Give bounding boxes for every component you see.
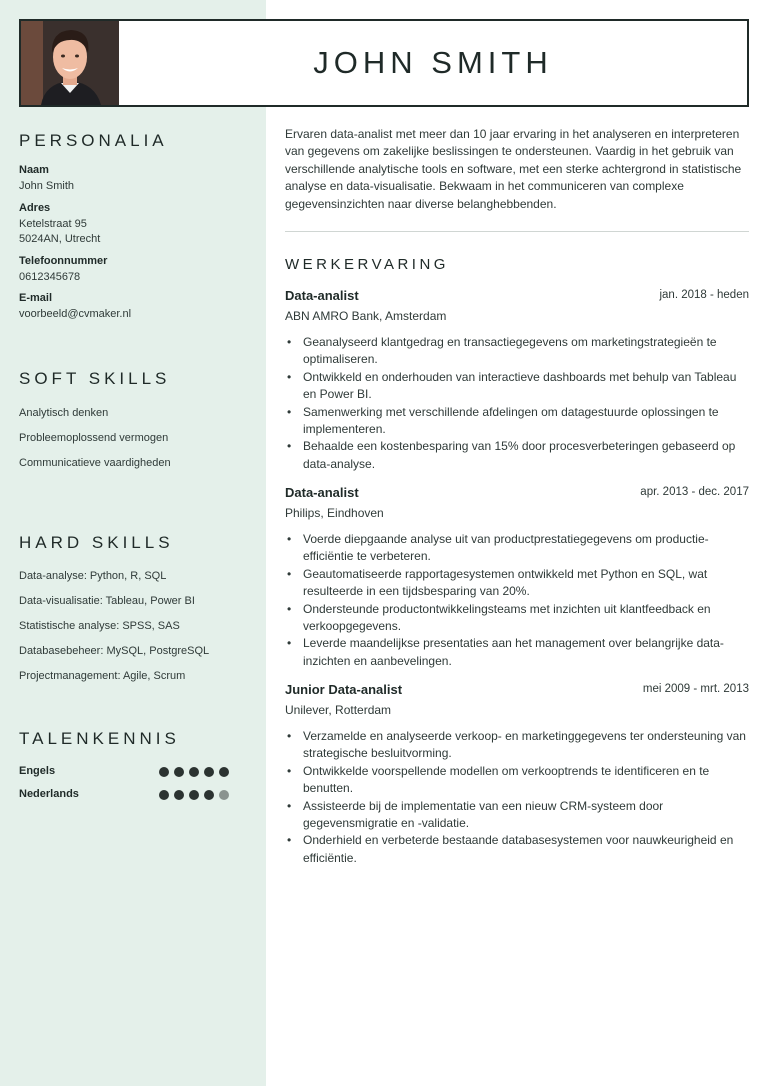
- level-dot-filled: [174, 790, 184, 800]
- hard-skills-heading: HARD SKILLS: [19, 533, 174, 552]
- job-bullet: • Onderhield en verbeterde bestaande databasesystemen voor nauwkeurigheid en efficiëntie.: [285, 832, 749, 867]
- level-dot-filled: [189, 767, 199, 777]
- job-bullets: [285, 728, 749, 867]
- profile-photo-image: [21, 21, 119, 105]
- level-dot-filled: [204, 767, 214, 777]
- languages-heading: TALENKENNIS: [19, 729, 180, 748]
- address-label: Adres: [19, 202, 51, 214]
- hard-skill-item: Data-visualisatie: Tableau, Power BI: [19, 595, 195, 607]
- section-divider: [285, 231, 749, 232]
- level-dot-filled: [174, 767, 184, 777]
- name-label: Naam: [19, 164, 49, 176]
- job-bullet: • Geanalyseerd klantgedrag en transactiegegevens om marketingstrategieën te optimaliseren.: [285, 334, 749, 369]
- job-bullet: • Behaalde een kostenbesparing van 15% door procesverbeteringen gebaseerd op data-analyse.: [285, 438, 749, 473]
- job-entry: [285, 485, 749, 670]
- level-dot-filled: [189, 790, 199, 800]
- job-dates: jan. 2018 - heden: [659, 289, 749, 301]
- job-bullets: [285, 531, 749, 670]
- job-title: Data-analist: [285, 288, 359, 303]
- soft-skill-item: Communicatieve vaardigheden: [19, 457, 171, 469]
- hard-skill-item: Data-analyse: Python, R, SQL: [19, 570, 167, 582]
- job-bullet: • Ondersteunde productontwikkelingsteams met inzichten uit klantfeedback en verkoopgegevens.: [285, 601, 749, 636]
- experience-heading: WERKERVARING: [285, 256, 449, 273]
- full-name: JOHN SMITH: [313, 45, 553, 80]
- job-bullet: • Ontwikkeld en onderhouden van interactieve dashboards met behulp van Tableau en Power BI.: [285, 369, 749, 404]
- job-title: Junior Data-analist: [285, 682, 403, 697]
- job-entry: [285, 288, 749, 473]
- language-level-dots: [159, 767, 229, 777]
- job-bullet: • Geautomatiseerde rapportagesystemen ontwikkeld met Python en SQL, wat resulteerde in een tijdsbesparing van 20%.: [285, 566, 749, 601]
- job-company: Unilever, Rotterdam: [285, 703, 392, 717]
- language-name: Nederlands: [19, 788, 79, 800]
- soft-skill-item: Probleemoplossend vermogen: [19, 432, 169, 444]
- job-bullets: [285, 334, 749, 473]
- job-bullet: • Voerde diepgaande analyse uit van productprestatiegegevens om productie-efficiëntie te verbeteren.: [285, 531, 749, 566]
- hard-skill-item: Databasebeheer: MySQL, PostgreSQL: [19, 645, 210, 657]
- job-company: Philips, Eindhoven: [285, 506, 384, 520]
- hard-skill-item: Projectmanagement: Agile, Scrum: [19, 670, 186, 682]
- job-dates: mei 2009 - mrt. 2013: [642, 683, 749, 695]
- phone-label: Telefoonnummer: [19, 255, 108, 267]
- level-dot-filled: [159, 790, 169, 800]
- job-company: ABN AMRO Bank, Amsterdam: [285, 309, 447, 323]
- language-name: Engels: [19, 765, 56, 777]
- job-bullet: • Leverde maandelijkse presentaties aan het management over belangrijke data-inzichten en aanbevelingen.: [285, 635, 749, 670]
- job-title: Data-analist: [285, 485, 359, 500]
- soft-skill-item: Analytisch denken: [19, 407, 109, 419]
- personalia-heading: PERSONALIA: [19, 131, 168, 150]
- soft-skills-heading: SOFT SKILLS: [19, 369, 171, 388]
- job-dates: apr. 2013 - dec. 2017: [640, 486, 749, 498]
- level-dot-filled: [204, 790, 214, 800]
- language-level-dots: [159, 790, 229, 800]
- job-entry: [285, 682, 749, 867]
- level-dot-filled: [219, 767, 229, 777]
- email-label: E-mail: [19, 292, 53, 304]
- address-city: 5024AN, Utrecht: [19, 233, 101, 245]
- job-bullet: • Ontwikkelde voorspellende modellen om verkooptrends te identificeren en te benutten.: [285, 763, 749, 798]
- email-value: voorbeeld@cvmaker.nl: [19, 308, 132, 320]
- job-bullet: • Assisteerde bij de implementatie van een nieuw CRM-systeem door gegevensmigratie en -validatie.: [285, 798, 749, 833]
- level-dot-empty: [219, 790, 229, 800]
- job-bullet: • Verzamelde en analyseerde verkoop- en marketinggegevens ter ondersteuning van strategische besluitvorming.: [285, 728, 749, 763]
- header-box: [19, 19, 749, 107]
- address-street: Ketelstraat 95: [19, 218, 87, 230]
- job-bullet: • Samenwerking met verschillende afdelingen om datagestuurde oplossingen te implementeren.: [285, 404, 749, 439]
- phone-value: 0612345678: [19, 271, 81, 283]
- level-dot-filled: [159, 767, 169, 777]
- name-value: John Smith: [19, 180, 75, 192]
- profile-photo: [21, 21, 119, 105]
- hard-skill-item: Statistische analyse: SPSS, SAS: [19, 620, 180, 632]
- profile-summary: Ervaren data-analist met meer dan 10 jaar ervaring in het analyseren en interpreteren van gegevens om zakelijke beslissingen te ondersteunen. Vaardig in het gebruik van verschillende analytische tools en software, met een sterke achtergrond in statistische analyse en data-visualisatie. Bekwaam in het communiceren van complexe gegevensinzichten naar diverse belanghebbenden.: [285, 127, 742, 211]
